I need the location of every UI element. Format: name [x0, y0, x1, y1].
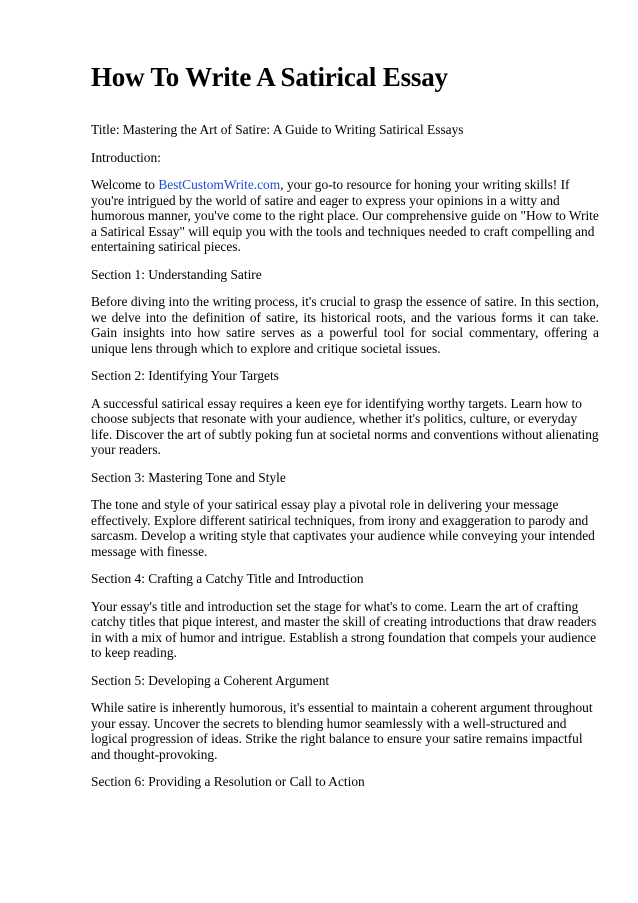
intro-text-before-link: Welcome to: [91, 177, 159, 192]
intro-text-after-link: , your go-to resource for honing your writing skills! If you're intrigued by the world of satire and eager to express your opinions in a witty and humorous manner, you've come to the right place. Our comprehensive guide on "How to Write a Satirical Essay" will equip you with the tools and techniques needed to craft compelling and entertaining satirical pieces.: [91, 177, 599, 254]
section-5-heading: Section 5: Developing a Coherent Argument: [91, 672, 330, 688]
section-2-body: A successful satirical essay requires a keen eye for identifying worthy targets. Learn how to choose subjects that resonate with your audience, whether it's politics, culture, or everyday life. Discover the art of subtly poking fun at societal norms and conventions without alienating your readers.: [91, 395, 599, 457]
introduction-label: Introduction:: [91, 149, 161, 165]
section-2-heading: Section 2: Identifying Your Targets: [91, 368, 279, 383]
section-5-body: While satire is inherently humorous, it's essential to maintain a coherent argument throughout your essay. Uncover the secrets to blending humor seamlessly with a well-structured and logical progression of ideas. Strike the right balance to ensure your satire remains impactful and thought-provoking.: [91, 700, 593, 762]
site-link[interactable]: BestCustomWrite.com: [158, 177, 281, 192]
intro-paragraph: [91, 177, 599, 255]
section-4-body: Your essay's title and introduction set the stage for what's to come. Learn the art of crafting catchy titles that pique interest, and master the skill of creating introductions that draw readers in with a mix of humor and intrigue. Establish a strong foundation that compels your audience to keep reading.: [91, 598, 597, 660]
title-line: Title: Mastering the Art of Satire: A Guide to Writing Satirical Essays: [91, 122, 464, 137]
section-1-heading: Section 1: Understanding Satire: [91, 266, 262, 282]
section-1-body: Before diving into the writing process, it's crucial to grasp the essence of satire. In this section, we delve into the definition of satire, its historical roots, and the various forms it can take. Gain insights into how satire serves as a powerful tool for social commentary, offering a unique lens through which to explore and critique societal issues.: [91, 294, 599, 356]
section-6-heading: Section 6: Providing a Resolution or Call to Action: [91, 774, 365, 789]
section-4-heading: Section 4: Crafting a Catchy Title and Introduction: [91, 571, 364, 586]
document-page: [91, 62, 599, 802]
section-3-body: The tone and style of your satirical essay play a pivotal role in delivering your message effectively. Explore different satirical techniques, from irony and exaggeration to parody and sarcasm. Develop a writing style that captivates your audience while conveying your intended message with finesse.: [91, 497, 595, 559]
section-3-heading: Section 3: Mastering Tone and Style: [91, 469, 286, 485]
document-heading: How To Write A Satirical Essay: [91, 62, 448, 92]
